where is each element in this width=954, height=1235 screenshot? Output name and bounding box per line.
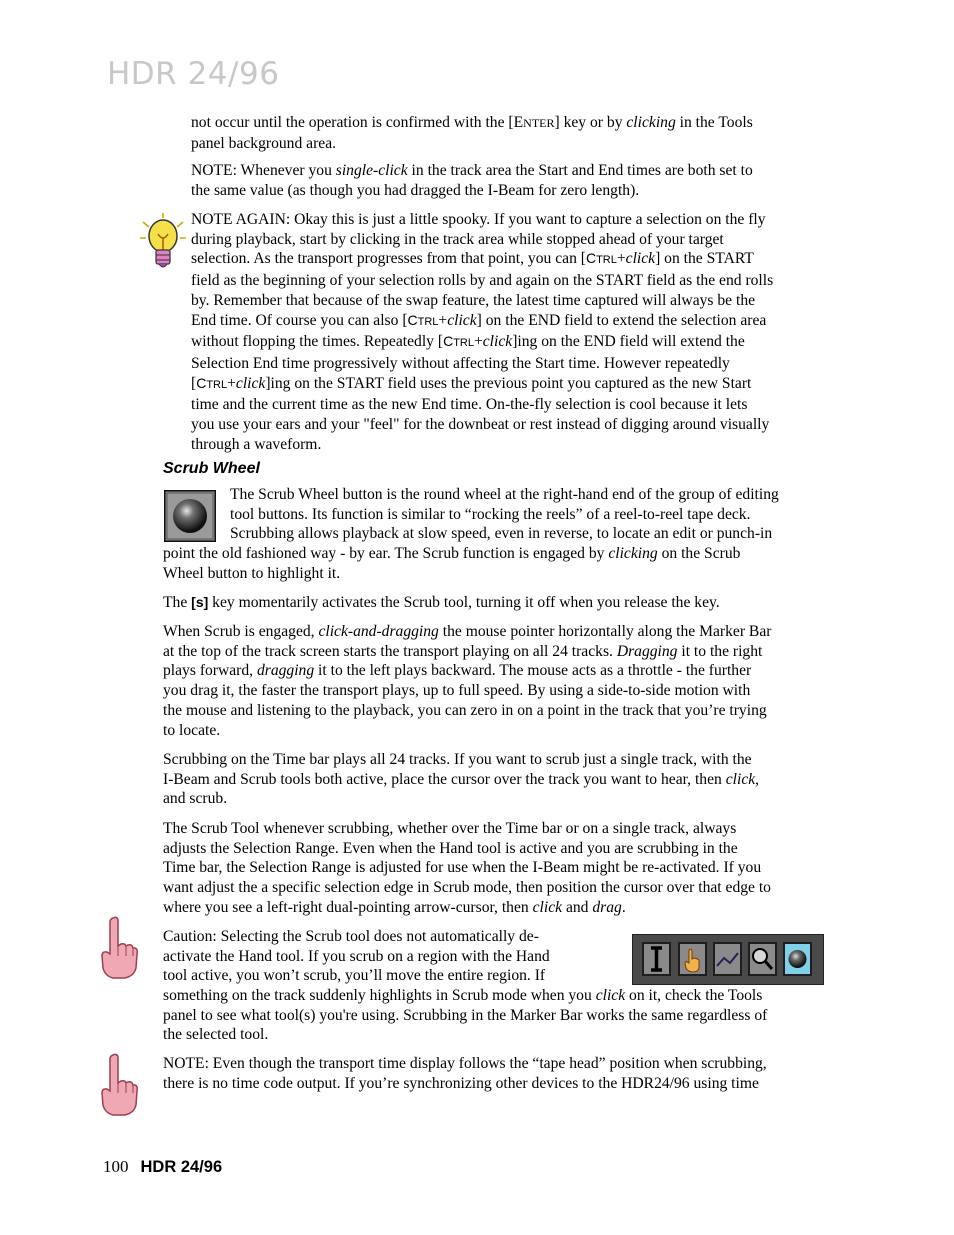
paragraph-caution-bottom: something on the track suddenly highlights in Scrub mode when you click on it, check the Tools panel to see what tool(s) you're using. Scrubbing in the Marker Bar works the same regardless of the selected tool. — [163, 987, 768, 1044]
page-footer — [103, 1157, 222, 1177]
footer-title: HDR 24/96 — [140, 1158, 223, 1176]
paragraph-scrub-tool: The Scrub Tool whenever scrubbing, whether over the Time bar or on a single track, always adjusts the Selection Range. Even when the Hand tool is active and you are scrubbing in the Time bar, the Selection Range is adjusted for use when the I-Beam might be re-activated. If you want adjust the a specific selection edge in Scrub mode, then position the cursor over that edge to where you see a left-right dual-pointing arrow-cursor, then click and drag. — [163, 820, 771, 916]
paragraph-caution-top: Caution: Selecting the Scrub tool does not automatically de- activate the Hand tool. If you scrub on a region with the Hand tool active, you won’t scrub, you’ll move the entire region. If — [163, 928, 550, 985]
zoom-tool-icon — [748, 942, 777, 976]
lightbulb-icon — [139, 212, 187, 274]
paragraph-note-time-code: NOTE: Even though the transport time display follows the “tape head” position when scrubbing, there is no time code output. If you’re synchronizing other devices to the HDR24/96 using time — [163, 1055, 767, 1092]
tools-panel-image — [632, 934, 824, 985]
pointing-hand-icon — [99, 1053, 139, 1117]
pencil-tool-icon — [713, 942, 742, 976]
scrub-wheel-icon — [164, 490, 216, 542]
paragraph-confirm: not occur until the operation is confirmed with the [ENTER] key or by clicking in the Tools panel background area. — [191, 114, 753, 152]
section-heading-scrub-wheel: Scrub Wheel — [163, 460, 260, 477]
paragraph-time-bar: Scrubbing on the Time bar plays all 24 tracks. If you want to scrub just a single track, with the I-Beam and Scrub tools both active, place the cursor over the track you want to hear, then click, and scrub. — [163, 751, 760, 808]
hand-tool-icon — [678, 942, 707, 976]
scrub-tool-icon — [783, 942, 812, 976]
paragraph-note-single-click: NOTE: Whenever you single-click in the track area the Start and End times are both set to the same value (as though you had dragged the I-Beam for zero length). — [191, 162, 753, 199]
running-header: HDR 24/96 — [107, 56, 280, 92]
paragraph-scrub-intro-bottom: point the old fashioned way - by ear. The Scrub function is engaged by clicking on the Scrub Wheel button to highlight it. — [163, 545, 741, 582]
paragraph-scrub-engaged: When Scrub is engaged, click-and-dragging the mouse pointer horizontally along the Marker Bar at the top of the track screen starts the transport playing on all 24 tracks. Dragging it to the right plays forward, dragging it to the left plays backward. The mouse acts as a throttle - the further you drag it, the faster the transport plays, up to full speed. By using a side-to-side motion with the mouse and listening to the playback, you can zero in on a point in the track that you’re trying to locate. — [163, 623, 772, 739]
paragraph-scrub-intro-top: The Scrub Wheel button is the round wheel at the right-hand end of the group of editing tool buttons. Its function is similar to “rocking the reels” of a reel-to-reel tape deck. Scrubbing allows playback at slow speed, even in reverse, to locate an edit or punch-in — [230, 486, 779, 543]
pointing-hand-icon — [99, 916, 139, 980]
ibeam-tool-icon — [642, 942, 671, 976]
paragraph-s-key: The [s] key momentarily activates the Scrub tool, turning it off when you release the key. — [163, 594, 720, 611]
paragraph-note-again: NOTE AGAIN: Okay this is just a little spooky. If you want to capture a selection on the fly during playback, start by clicking in the track area while stopped ahead of your target selection. As the transport progresses from that point, you can [CTRL+click] on the START field as the beginning of your selection rolls by and again on the START field as the end rolls by. Remember that because of the swap feature, the latest time captured will always be the End time. Of course you can also [CTRL+click] on the END field to extend the selection area without flopping the times. Repeatedly [CTRL+click]ing on the END field will extend the Selection End time progressively without affecting the Start time. However repeatedly [CTRL+click]ing on the START field uses the previous point you captured as the new Start time and the current time as the new End time. On-the-fly selection is cool because it lets you use your ears and your "feel" for the downbeat or rest instead of digging around visually through a waveform. — [191, 211, 774, 453]
page-number: 100 — [103, 1157, 129, 1176]
